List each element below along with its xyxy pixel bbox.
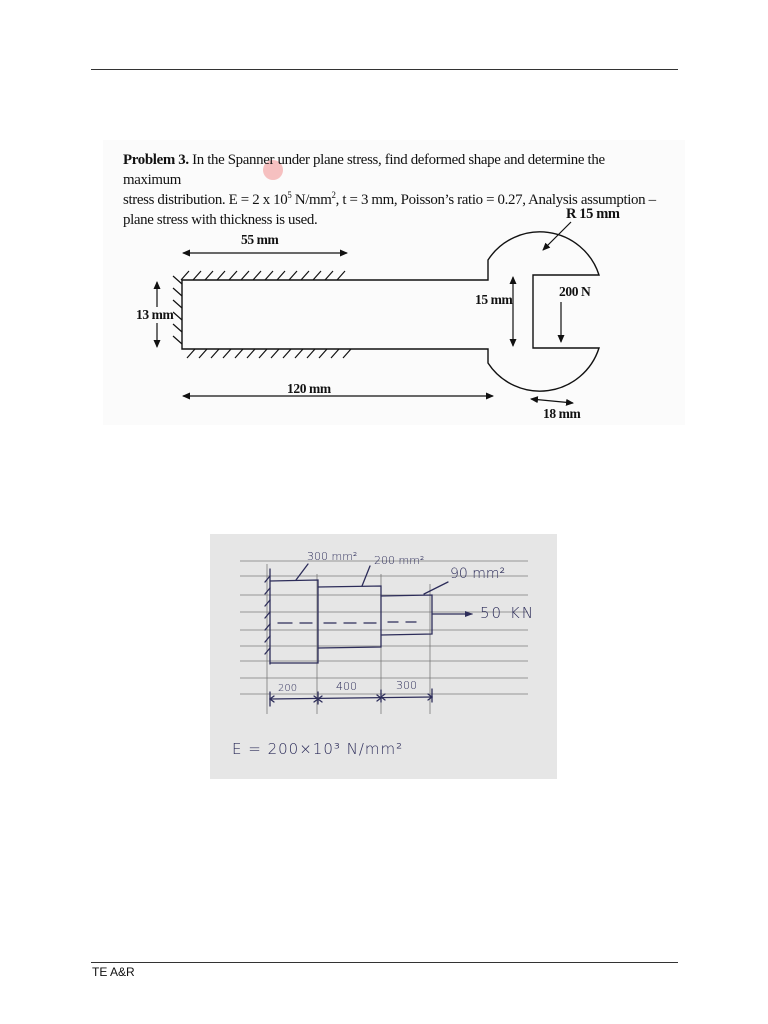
unit-square: 2 (331, 189, 336, 200)
spanner-problem-figure (103, 140, 685, 425)
area1-label: 300 mm² (307, 550, 358, 563)
problem-line-2-prefix: stress distribution. E = 2 x 10 (123, 191, 288, 208)
problem-line-3: plane stress with thickness is used. (123, 211, 318, 228)
length1-label: 200 (278, 683, 298, 694)
spanner-outline (182, 232, 599, 391)
area1-leader (296, 564, 308, 580)
bottom-hatch (187, 349, 351, 358)
top-hatch (181, 271, 345, 280)
load-label: 50 KN (480, 604, 535, 622)
problem-line-2-rest: , t = 3 mm, Poisson’s ratio = 0.27, Analysis assumption – (335, 191, 656, 208)
length3-label: 300 (396, 679, 417, 692)
stepped-bar-sketch (210, 534, 557, 779)
label-200N: 200 N (559, 284, 591, 299)
radius-leader (543, 222, 571, 250)
label-r15mm: R 15 mm (566, 206, 620, 222)
label-13mm: 13 mm (136, 307, 174, 322)
spanner-drawing (103, 140, 685, 425)
label-18mm: 18 mm (543, 406, 581, 421)
wall-hatch (265, 576, 270, 654)
modulus-label: E = 200×10³ N/mm² (232, 740, 404, 758)
area3-leader (424, 582, 448, 594)
modulus-exponent: 5 (287, 189, 292, 200)
length2-label: 400 (336, 680, 357, 693)
left-hatch (173, 276, 182, 344)
area3-label: 90 mm² (450, 566, 506, 582)
bar-section-1 (270, 580, 318, 663)
bar-section-3 (381, 595, 432, 635)
label-15mm: 15 mm (475, 292, 513, 307)
label-55mm: 55 mm (241, 232, 279, 247)
centerline (278, 622, 416, 623)
label-120mm: 120 mm (287, 381, 331, 396)
problem-label: Problem 3. (123, 151, 189, 168)
length-dim-line (270, 697, 432, 699)
modulus-unit: N/mm (291, 191, 332, 208)
footer-rule (91, 962, 678, 963)
dim-18-line (531, 399, 573, 403)
footer-text: TE A&R (92, 965, 135, 979)
area2-label: 200 mm² (374, 554, 425, 567)
header-rule (91, 69, 678, 70)
problem-line-1-text: In the Spanner under plane stress, find deformed shape and determine the maximum (123, 151, 605, 188)
